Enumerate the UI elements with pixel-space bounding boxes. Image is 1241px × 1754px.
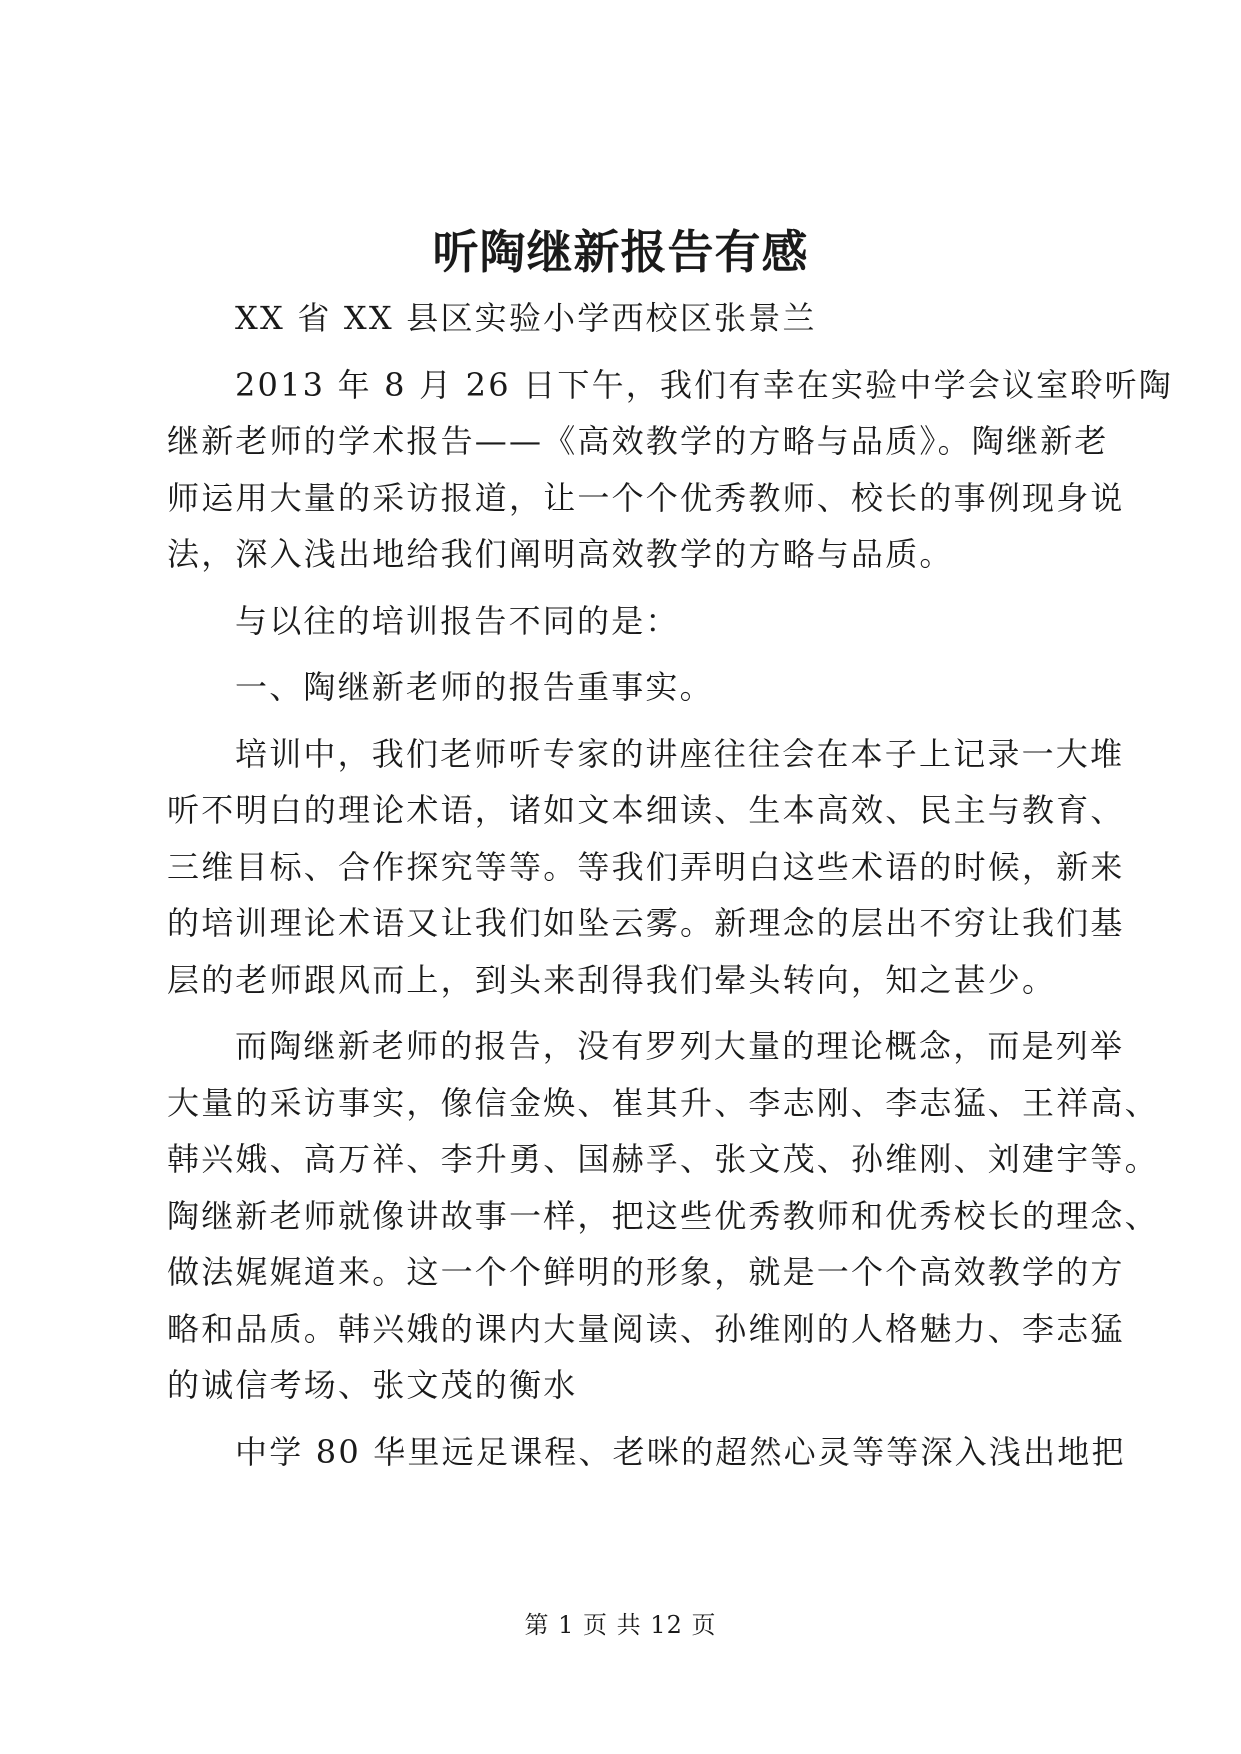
document-title: 听陶继新报告有感: [432, 225, 809, 279]
text-line: 师运用大量的采访报道，让一个个优秀教师、校长的事例现身说: [167, 478, 1125, 517]
document-body: [167, 290, 1173, 1490]
text-line: 听不明白的理论术语，诸如文本细读、生本高效、民主与教育、: [167, 791, 1125, 829]
author-line: [167, 290, 1083, 347]
text-line: 中学 80 华里远足课程、老咪的超然心灵等等深入浅出地把: [235, 1432, 1126, 1471]
paragraph-2: [167, 593, 1083, 650]
text-line: 大量的采访事实，像信金焕、崔其升、李志刚、李志猛、王祥高、: [167, 1083, 1159, 1122]
text-line: 培训中，我们老师听专家的讲座往往会在本子上记录一大堆: [235, 734, 1125, 773]
text-line: 韩兴娥、高万祥、李升勇、国赫孚、张文茂、孙维刚、刘建宇等。: [167, 1140, 1159, 1178]
text-line: XX 省 XX 县区实验小学西校区张景兰: [235, 299, 817, 337]
text-line: 的培训理论术语又让我们如坠云雾。新理念的层出不穷让我们基: [167, 904, 1125, 942]
text-line: 而陶继新老师的报告，没有罗列大量的理论概念，而是列举: [235, 1027, 1125, 1065]
text-line: 三维目标、合作探究等等。等我们弄明白这些术语的时候，新来: [167, 847, 1125, 886]
page-footer: 第 1 页 共 12 页: [524, 1611, 717, 1639]
text-line: 层的老师跟风而上，到头来刮得我们晕头转向，知之甚少。: [167, 960, 1057, 999]
section-heading: [167, 659, 1083, 716]
paragraph-3: [167, 726, 1125, 1009]
paragraph-1: [167, 357, 1173, 583]
paragraph-4: [167, 1018, 1159, 1414]
text-line: 陶继新老师就像讲故事一样，把这些优秀教师和优秀校长的理念、: [167, 1196, 1159, 1235]
paragraph-5: [167, 1424, 1126, 1481]
text-line: 法，深入浅出地给我们阐明高效教学的方略与品质。: [167, 535, 954, 573]
text-line: 继新老师的学术报告——《高效教学的方略与品质》。陶继新老: [167, 422, 1109, 460]
text-line: 做法娓娓道来。这一个个鲜明的形象，就是一个个高效教学的方: [167, 1253, 1125, 1291]
text-line: 一、陶继新老师的报告重事实。: [235, 668, 714, 706]
text-line: 的诚信考场、张文茂的衡水: [167, 1366, 578, 1404]
text-line: 与以往的培训报告不同的是：: [235, 601, 680, 640]
text-line: 2013 年 8 月 26 日下午，我们有幸在实验中学会议室聆听陶: [235, 365, 1173, 404]
text-line: 略和品质。韩兴娥的课内大量阅读、孙维刚的人格魅力、李志猛: [167, 1309, 1125, 1348]
